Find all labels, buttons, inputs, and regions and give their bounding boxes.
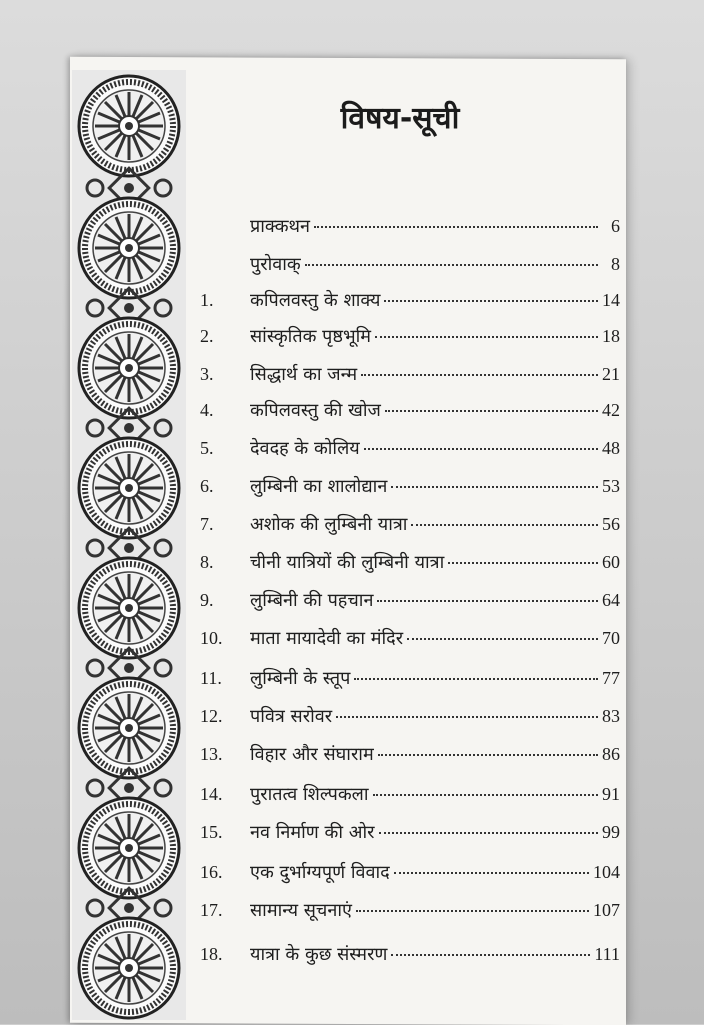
dot-leader [411, 524, 598, 526]
toc-entry-number: 16. [200, 862, 223, 882]
toc-entry [200, 898, 620, 928]
toc-entry-page-number: 56 [602, 514, 620, 534]
toc-entry-number: 9. [200, 590, 214, 610]
toc-entry-title: कपिलवस्तु की खोज [250, 400, 381, 421]
toc-entry-page-number: 6 [611, 216, 620, 236]
toc-entry-title: अशोक की लुम्बिनी यात्रा [250, 514, 408, 535]
toc-entry-page-number: 8 [611, 254, 620, 274]
toc-entry-title: लुम्बिनी के स्तूप [250, 668, 351, 689]
toc-entry-title: सांस्कृतिक पृष्ठभूमि [250, 326, 372, 347]
toc-entry [200, 474, 620, 504]
dot-leader [385, 410, 598, 412]
page-title: विषय-सूची [340, 101, 460, 136]
toc-entry-title: लुम्बिनी का शालोद्यान [250, 476, 388, 497]
toc-entry-page-number: 48 [602, 438, 620, 458]
toc-entry-page-number: 14 [602, 290, 620, 310]
dot-leader [378, 754, 598, 756]
toc-entry [200, 860, 620, 890]
toc-entry [200, 550, 620, 580]
dot-leader [314, 226, 598, 228]
toc-entry [200, 626, 620, 656]
toc-entry-number: 6. [200, 476, 214, 496]
toc-entry-title: नव निर्माण की ओर [250, 822, 375, 843]
toc-entry-title: पवित्र सरोवर [250, 706, 333, 727]
toc-entry-number: 13. [200, 744, 223, 764]
toc-entry [200, 512, 620, 542]
dot-leader [361, 374, 598, 376]
toc-entry-title: यात्रा के कुछ संस्मरण [250, 944, 388, 965]
toc-entry-number: 11. [200, 668, 222, 688]
dot-leader [364, 448, 598, 450]
dot-leader [384, 300, 598, 302]
toc-entry-page-number: 70 [602, 628, 620, 648]
toc-entry-page-number: 107 [593, 900, 620, 920]
toc-entry [200, 742, 620, 772]
toc-entry-number: 12. [200, 706, 223, 726]
toc-entry-number: 5. [200, 438, 214, 458]
toc-entry-page-number: 77 [602, 668, 620, 688]
toc-entry-page-number: 91 [602, 784, 620, 804]
toc-entry-page-number: 60 [602, 552, 620, 572]
toc-entry-page-number: 111 [594, 944, 620, 964]
toc-entry [200, 288, 620, 318]
toc-entry [250, 252, 620, 282]
toc-entry-number: 15. [200, 822, 223, 842]
toc-entry-page-number: 104 [593, 862, 620, 882]
toc-entry [200, 398, 620, 428]
toc-entry-page-number: 18 [602, 326, 620, 346]
toc-entry [200, 436, 620, 466]
toc-entry [200, 324, 620, 354]
toc-entry-title: पुरोवाक् [250, 254, 301, 275]
toc-entry-number: 4. [200, 400, 214, 420]
toc-entry-title: चीनी यात्रियों की लुम्बिनी यात्रा [250, 552, 445, 573]
dot-leader [336, 716, 598, 718]
dot-leader [305, 264, 598, 266]
toc-entry-number: 2. [200, 326, 214, 346]
toc-entry-title: सामान्य सूचनाएं [250, 900, 352, 921]
toc-entry-page-number: 86 [602, 744, 620, 764]
dot-leader [391, 954, 590, 956]
dot-leader [377, 600, 598, 602]
dot-leader [448, 562, 598, 564]
chakra-border-ornament [66, 70, 192, 1020]
toc-entry-title: देवदह के कोलिय [250, 438, 360, 459]
toc-entry-number: 8. [200, 552, 214, 572]
toc-entry-title: लुम्बिनी की पहचान [250, 590, 374, 611]
toc-entry-title: विहार और संघाराम [250, 744, 374, 765]
toc-entry-page-number: 42 [602, 400, 620, 420]
dot-leader [407, 638, 598, 640]
dot-leader [356, 910, 589, 912]
toc-entry-title: माता मायादेवी का मंदिर [250, 628, 404, 649]
toc-entry-page-number: 83 [602, 706, 620, 726]
dot-leader [394, 872, 589, 874]
dot-leader [375, 336, 598, 338]
dot-leader [379, 832, 598, 834]
dot-leader [391, 486, 598, 488]
toc-entry [250, 214, 620, 244]
toc-entry-number: 3. [200, 364, 214, 384]
toc-entry [200, 820, 620, 850]
toc-entry [200, 666, 620, 696]
toc-entry-page-number: 21 [602, 364, 620, 384]
toc-entry [200, 588, 620, 618]
toc-entry [200, 362, 620, 392]
toc-entry-number: 10. [200, 628, 223, 648]
toc-entry-number: 14. [200, 784, 223, 804]
toc-entry-number: 18. [200, 944, 223, 964]
toc-entry-page-number: 53 [602, 476, 620, 496]
toc-entry-title: प्राक्कथन [250, 216, 311, 237]
toc-entry [200, 942, 620, 972]
toc-entry [200, 704, 620, 734]
toc-entry-number: 1. [200, 290, 214, 310]
toc-entry-title: कपिलवस्तु के शाक्य [250, 290, 381, 311]
toc-entry-title: एक दुर्भाग्यपूर्ण विवाद [250, 862, 390, 883]
toc-entry-number: 17. [200, 900, 223, 920]
dot-leader [354, 678, 598, 680]
dot-leader [373, 794, 598, 796]
toc-entry-number: 7. [200, 514, 214, 534]
toc-entry-title: पुरातत्व शिल्पकला [250, 784, 369, 805]
toc-entry-page-number: 64 [602, 590, 620, 610]
toc-entry-page-number: 99 [602, 822, 620, 842]
toc-entry [200, 782, 620, 812]
toc-entry-title: सिद्धार्थ का जन्म [250, 364, 358, 385]
